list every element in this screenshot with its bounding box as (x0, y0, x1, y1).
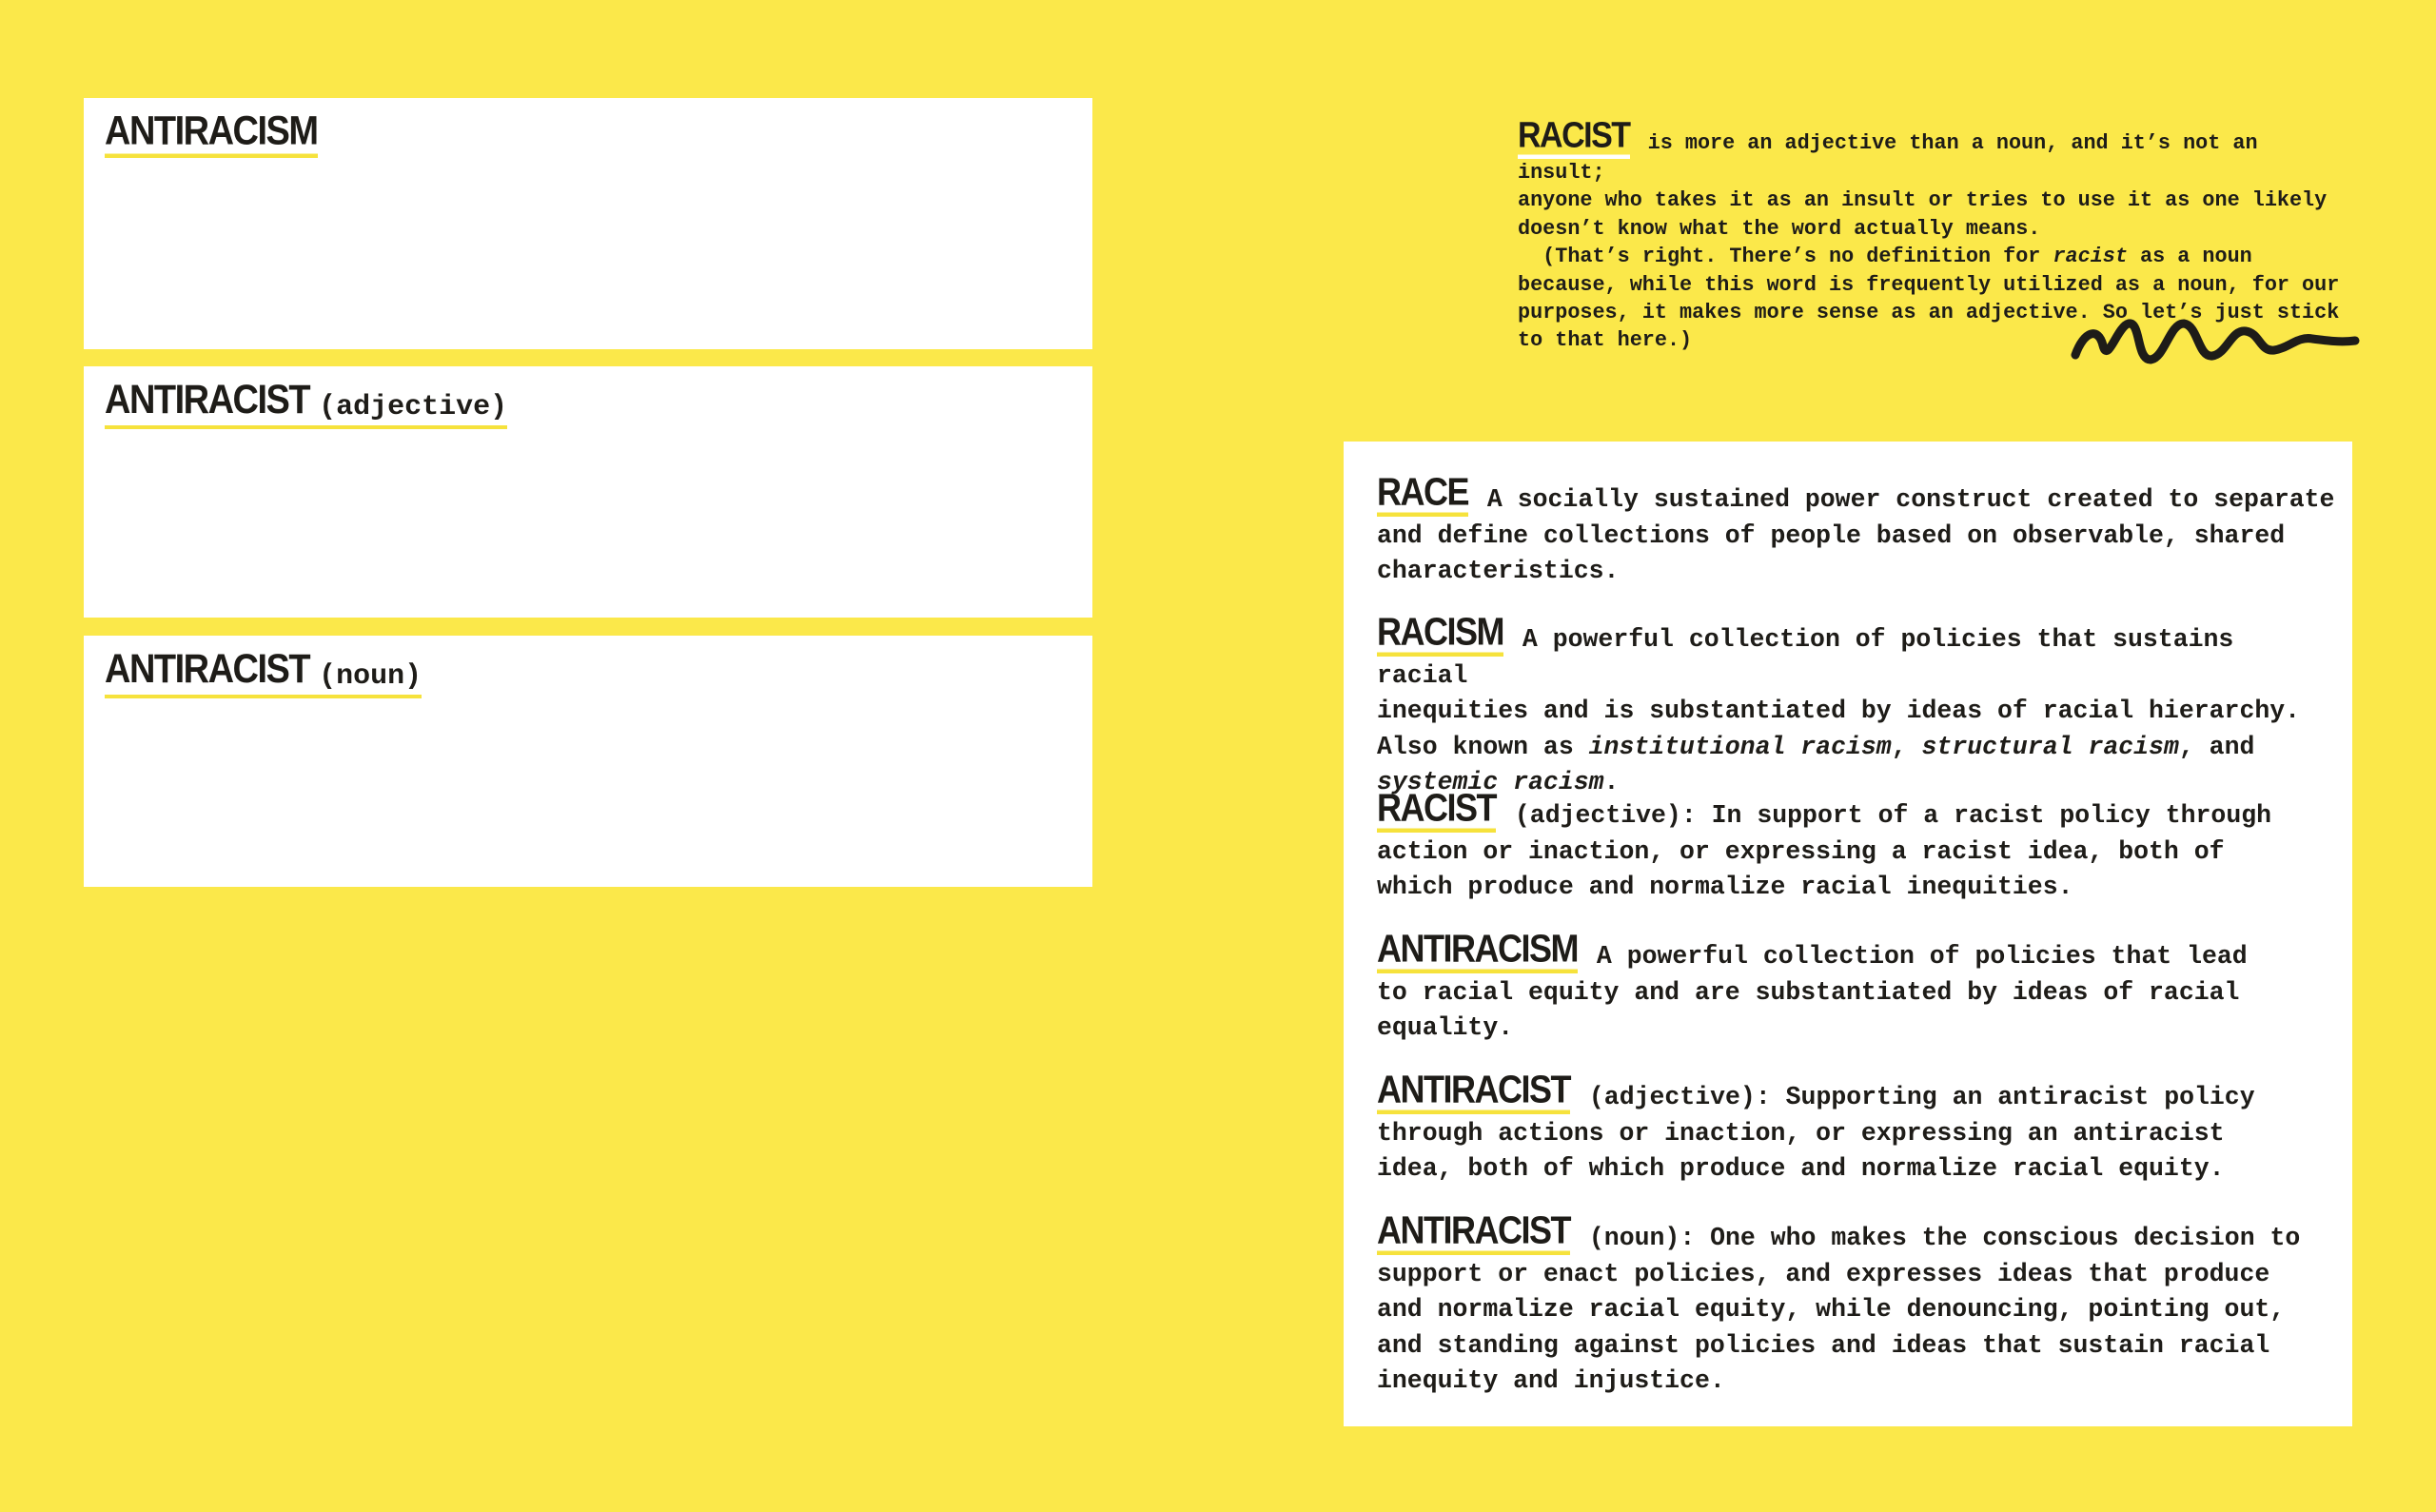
note-text: is more an adjective than a noun, and it’s not an insult; anyone who takes it as an insult or tries to use it as one likely doesn’t know what the word actually means. (That’s right. There’s no definition for (1518, 131, 2328, 269)
term: ANTIRACISM (1377, 930, 1578, 973)
term: ANTIRACIST (1377, 1070, 1570, 1114)
definition-racism (1377, 609, 2338, 801)
note-text-2: as a noun because, while this word is frequently utilized as a noun, for our purposes, it makes more sense as an adjective. So let’s just stick to that here.) (1518, 245, 2340, 353)
term: ANTIRACIST (1377, 1211, 1570, 1255)
note-italic: racist (2053, 245, 2128, 269)
definition-racist (1377, 785, 2338, 906)
definition-text: , and (2178, 732, 2255, 761)
definition-text: , (1891, 732, 1922, 761)
term: RACISM (1377, 613, 1503, 657)
term: RACIST (1377, 789, 1496, 833)
term: ANTIRACIST (105, 646, 310, 692)
box-heading (105, 377, 508, 429)
box-heading (105, 108, 318, 158)
italic-term: institutional racism (1588, 732, 1892, 761)
write-in-box-antiracism[interactable] (84, 98, 1092, 349)
term: RACIST (1518, 117, 1630, 159)
definition-text: (noun): One who makes the conscious decision to support or enact policies, and expresses ideas that produce and normalize racial equity, while denouncing, pointing out, and standing against policies and ideas that sustain racial inequity and injustice. (1377, 1224, 2301, 1395)
italic-term: systemic racism (1377, 768, 1604, 796)
definitions-panel (1344, 442, 2352, 1426)
definition-text: . (1603, 768, 1620, 796)
squiggle-decoration (2070, 312, 2360, 369)
box-heading (105, 646, 422, 698)
term: ANTIRACIST (105, 377, 310, 422)
italic-term: structural racism (1921, 732, 2179, 761)
definition-antiracism (1377, 926, 2338, 1047)
write-in-box-antiracist-adjective[interactable] (84, 366, 1092, 618)
term: RACE (1377, 473, 1468, 517)
definition-race (1377, 469, 2338, 590)
definition-text: (adjective): Supporting an antiracist policy through actions or inaction, or expressing an antiracist idea, both of which produce and normalize racial equity. (1377, 1083, 2255, 1183)
definition-antiracist-adjective (1377, 1067, 2338, 1188)
part-of-speech: (noun) (319, 660, 422, 693)
definition-text: A socially sustained power construct created to separate and define collections of people based on observable, shared characteristics. (1377, 485, 2335, 585)
write-in-box-antiracist-noun[interactable] (84, 636, 1092, 887)
definition-text: A powerful collection of policies that sustains racial inequities and is substantiated by ideas of racial hierarchy. Also known as (1377, 625, 2301, 761)
definition-text: (adjective): In support of a racist policy through action or inaction, or expressing a racist idea, both of which produce and normalize racial inequities. (1377, 801, 2272, 901)
definition-antiracist-noun (1377, 1208, 2338, 1400)
part-of-speech: (adjective) (319, 391, 508, 423)
definition-text: A powerful collection of policies that lead to racial equity and are substantiated by ideas of racial equality. (1377, 942, 2248, 1042)
term: ANTIRACISM (105, 110, 318, 158)
